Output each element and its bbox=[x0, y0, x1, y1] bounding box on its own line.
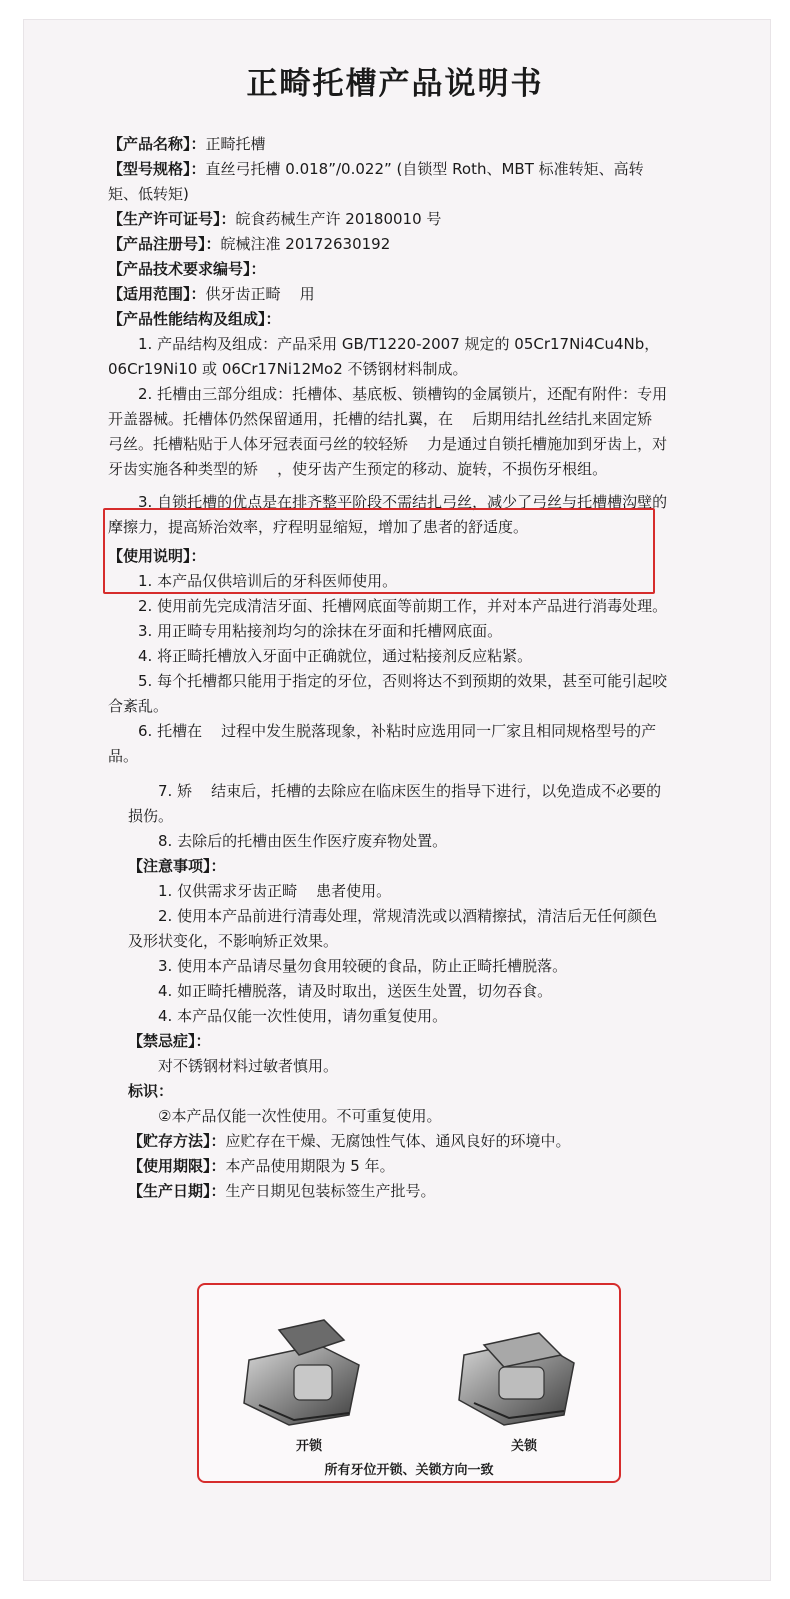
shelf-life-row: 【使用期限】：本产品使用期限为 5 年。 bbox=[128, 1157, 395, 1175]
notes-heading: 【注意事项】： bbox=[128, 857, 226, 875]
bracket-illustration bbox=[199, 1285, 619, 1481]
structure-p3: 3. 自锁托槽的优点是在排齐整平阶段不需结扎弓丝，减少了弓丝与托槽槽沟壁的摩擦力，提高矫治效率，疗程明显缩短，增加了患者的舒适度。 bbox=[108, 493, 668, 536]
usage-item: 1. 本产品仅供培训后的牙科医师使用。 bbox=[138, 572, 398, 590]
document-body bbox=[108, 132, 672, 1204]
info-model-spec: 【型号规格】：直丝弓托槽 0.018”/0.022” (自锁型 Roth、MBT 标准转矩、高转矩、低转矩) bbox=[108, 160, 644, 203]
info-scope: 【适用范围】：供牙齿正畸 用 bbox=[108, 285, 315, 303]
close-label: 关锁 bbox=[510, 1439, 537, 1454]
contra-heading: 【禁忌症】： bbox=[128, 1032, 211, 1050]
figure-caption: 所有牙位开锁、关锁方向一致 bbox=[324, 1463, 494, 1478]
contra-text: 对不锈钢材料过敏者慎用。 bbox=[158, 1057, 339, 1075]
highlight-box bbox=[103, 508, 655, 594]
notes-item: 4. 如正畸托槽脱落，请及时取出，送医生处置，切勿吞食。 bbox=[158, 982, 553, 1000]
closed-bracket-icon bbox=[459, 1333, 574, 1425]
structure-p2: 2. 托槽由三部分组成：托槽体、基底板、锁槽钩的金属锁片，还配有附件：专用开盖器械。托槽体仍然保留通用，托槽的结扎翼，在 后期用结扎丝结扎来固定矫 弓丝。托槽粘贴于人体牙冠表面弓丝的较轻矫 力是通过自锁托槽施加到牙齿上，对牙齿实施各种类型的矫 ，使牙齿产生预定的移动、旋转，不损伤牙根组。 bbox=[108, 385, 672, 478]
structure-heading: 【产品性能结构及组成】： bbox=[108, 310, 281, 328]
usage-heading: 【使用说明】： bbox=[108, 547, 206, 565]
bracket-figure-box bbox=[197, 1283, 621, 1483]
usage-item: 5. 每个托槽都只能用于指定的牙位，否则将达不到预期的效果，甚至可能引起咬合紊乱。 bbox=[108, 672, 668, 715]
open-bracket-icon bbox=[244, 1320, 359, 1425]
usage-item: 4. 将正畸托槽放入牙面中正确就位，通过粘接剂反应粘紧。 bbox=[138, 647, 533, 665]
usage-item: 6. 托槽在 过程中发生脱落现象，补粘时应选用同一厂家且相同规格型号的产品。 bbox=[108, 722, 657, 765]
document-title: 正畸托槽产品说明书 bbox=[246, 66, 544, 102]
usage-item: 2. 使用前先完成清洁牙面、托槽网底面等前期工作，并对本产品进行消毒处理。 bbox=[138, 597, 668, 615]
info-registration-no: 【产品注册号】：皖械注准 20172630192 bbox=[108, 235, 391, 253]
info-product-name: 【产品名称】：正畸托槽 bbox=[108, 135, 266, 153]
production-date-row: 【生产日期】：生产日期见包装标签生产批号。 bbox=[128, 1182, 436, 1200]
usage-item: 8. 去除后的托槽由医生作医疗废弃物处置。 bbox=[158, 832, 448, 850]
info-tech-requirement: 【产品技术要求编号】： bbox=[108, 260, 266, 278]
notes-item: 3. 使用本产品请尽量勿食用较硬的食品，防止正畸托槽脱落。 bbox=[158, 957, 568, 975]
notes-item: 2. 使用本产品前进行清毒处理，常规清洗或以酒精擦拭，清洁后无任何颜色及形状变化，不影响矫正效果。 bbox=[128, 907, 658, 950]
mark-text: ②本产品仅能一次性使用。不可重复使用。 bbox=[158, 1107, 442, 1125]
storage-row: 【贮存方法】：应贮存在干燥、无腐蚀性气体、通风良好的环境中。 bbox=[128, 1132, 571, 1150]
spacer bbox=[108, 769, 668, 779]
info-license-no: 【生产许可证号】：皖食药械生产许 20180010 号 bbox=[108, 210, 442, 228]
notes-item: 4. 本产品仅能一次性使用，请勿重复使用。 bbox=[158, 1007, 448, 1025]
structure-p1: 1. 产品结构及组成：产品采用 GB/T1220-2007 规定的 05Cr17Ni4Cu4Nb，06Cr19Ni10 或 06Cr17Ni12Mo2 不锈钢材料制成。 bbox=[108, 335, 660, 378]
usage-item: 7. 矫 结束后，托槽的去除应在临床医生的指导下进行，以免造成不必要的损伤。 bbox=[128, 782, 662, 825]
open-label: 开锁 bbox=[295, 1439, 322, 1454]
usage-item: 3. 用正畸专用粘接剂均匀的涂抹在牙面和托槽网底面。 bbox=[138, 622, 503, 640]
mark-heading: 标识： bbox=[128, 1082, 174, 1100]
notes-item: 1. 仅供需求牙齿正畸 患者使用。 bbox=[158, 882, 392, 900]
